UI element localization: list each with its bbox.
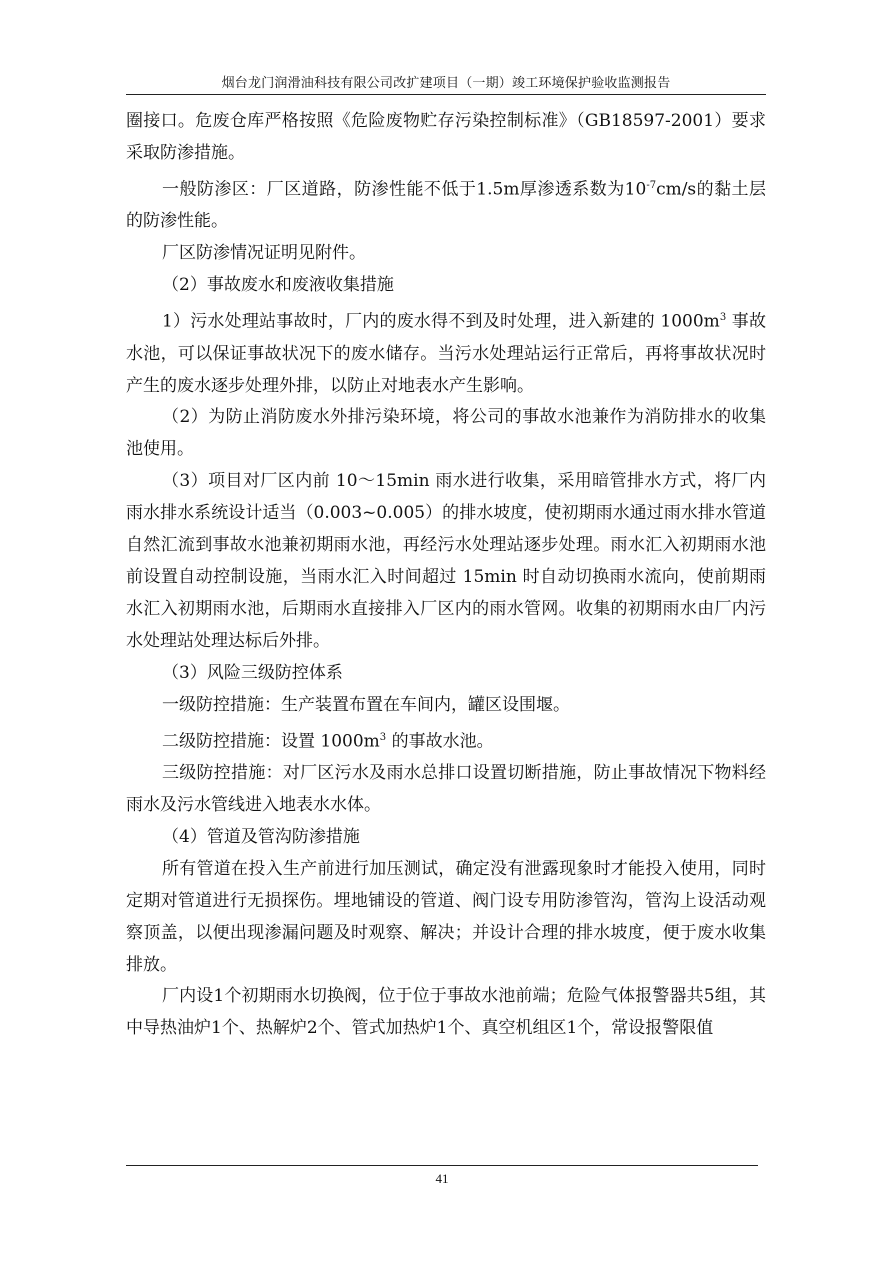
paragraph: 1）污水处理站事故时，厂内的废水得不到及时处理，进入新建的 $1000m^3$ 事故水池，可以保证事故状况下的废水储存。当污水处理站运行正常后，再将事故状况时产生的废水逐步处理外排，以防止对地表水产生影响。	[126, 311, 767, 396]
paragraph: 厂区防渗情况证明见附件。	[162, 243, 366, 264]
paragraph: （2）事故废水和废液收集措施	[162, 275, 394, 296]
superscript: 3	[379, 731, 387, 743]
superscript: -7	[646, 179, 657, 191]
header-rule	[126, 94, 766, 95]
paragraph: 二级防控措施：设置 $1000m^3$ 的事故水池。	[162, 731, 494, 752]
paragraph: 一级防控措施：生产装置布置在车间内，罐区设围堰。	[162, 694, 570, 715]
paragraph: （4）管道及管沟防渗措施	[162, 826, 360, 847]
page-header: 烟台龙门润滑油科技有限公司改扩建项目（一期）竣工环境保护验收监测报告	[221, 76, 671, 91]
paragraph: （3）风险三级防控体系	[162, 662, 343, 683]
document-body	[126, 106, 766, 1045]
paragraph: 一般防渗区：厂区道路，防渗性能不低于1.5m厚渗透系数为$10^{-7}cm/s$的黏土层的防渗性能。	[126, 179, 766, 232]
paragraph: （2）为防止消防废水外排污染环境，将公司的事故水池兼作为消防排水的收集池使用。	[126, 407, 766, 460]
paragraph: （3）项目对厂区内前 10～15min 雨水进行收集，采用暗管排水方式，将厂内雨水排水系统设计适当（0.003~0.005）的排水坡度，使初期雨水通过雨水排水管道自然汇流到事故水池兼初期雨水池，再经污水处理站逐步处理。雨水汇入初期雨水池前设置自动控制设施，当雨水汇入时间超过 15min 时自动切换雨水流向，使前期雨水汇入初期雨水池，后期雨水直接排入厂区内的雨水管网。收集的初期雨水由厂内污水处理站处理达标后外排。	[126, 471, 766, 651]
paragraph: 厂内设1个初期雨水切换阀，位于位于事故水池前端；危险气体报警器共5组，其中导热油炉1个、热解炉2个、管式加热炉1个、真空机组区1个，常设报警限值	[126, 986, 766, 1039]
paragraph: 圈接口。危废仓库严格按照《危险废物贮存污染控制标准》（GB18597-2001）要求采取防渗措施。	[126, 111, 766, 163]
paragraph: 所有管道在投入生产前进行加压测试，确定没有泄露现象时才能投入使用，同时定期对管道进行无损探伤。埋地铺设的管道、阀门设专用防渗管沟，管沟上设活动观察顶盖，以便出现渗漏问题及时观察、解决；并设计合理的排水坡度，便于废水收集排放。	[126, 858, 766, 975]
superscript: 3	[719, 312, 727, 324]
paragraph: 三级防控措施：对厂区污水及雨水总排口设置切断措施，防止事故情况下物料经雨水及污水管线进入地表水水体。	[126, 763, 766, 815]
footer-rule	[126, 1165, 758, 1166]
page-number: 41	[435, 1171, 449, 1186]
